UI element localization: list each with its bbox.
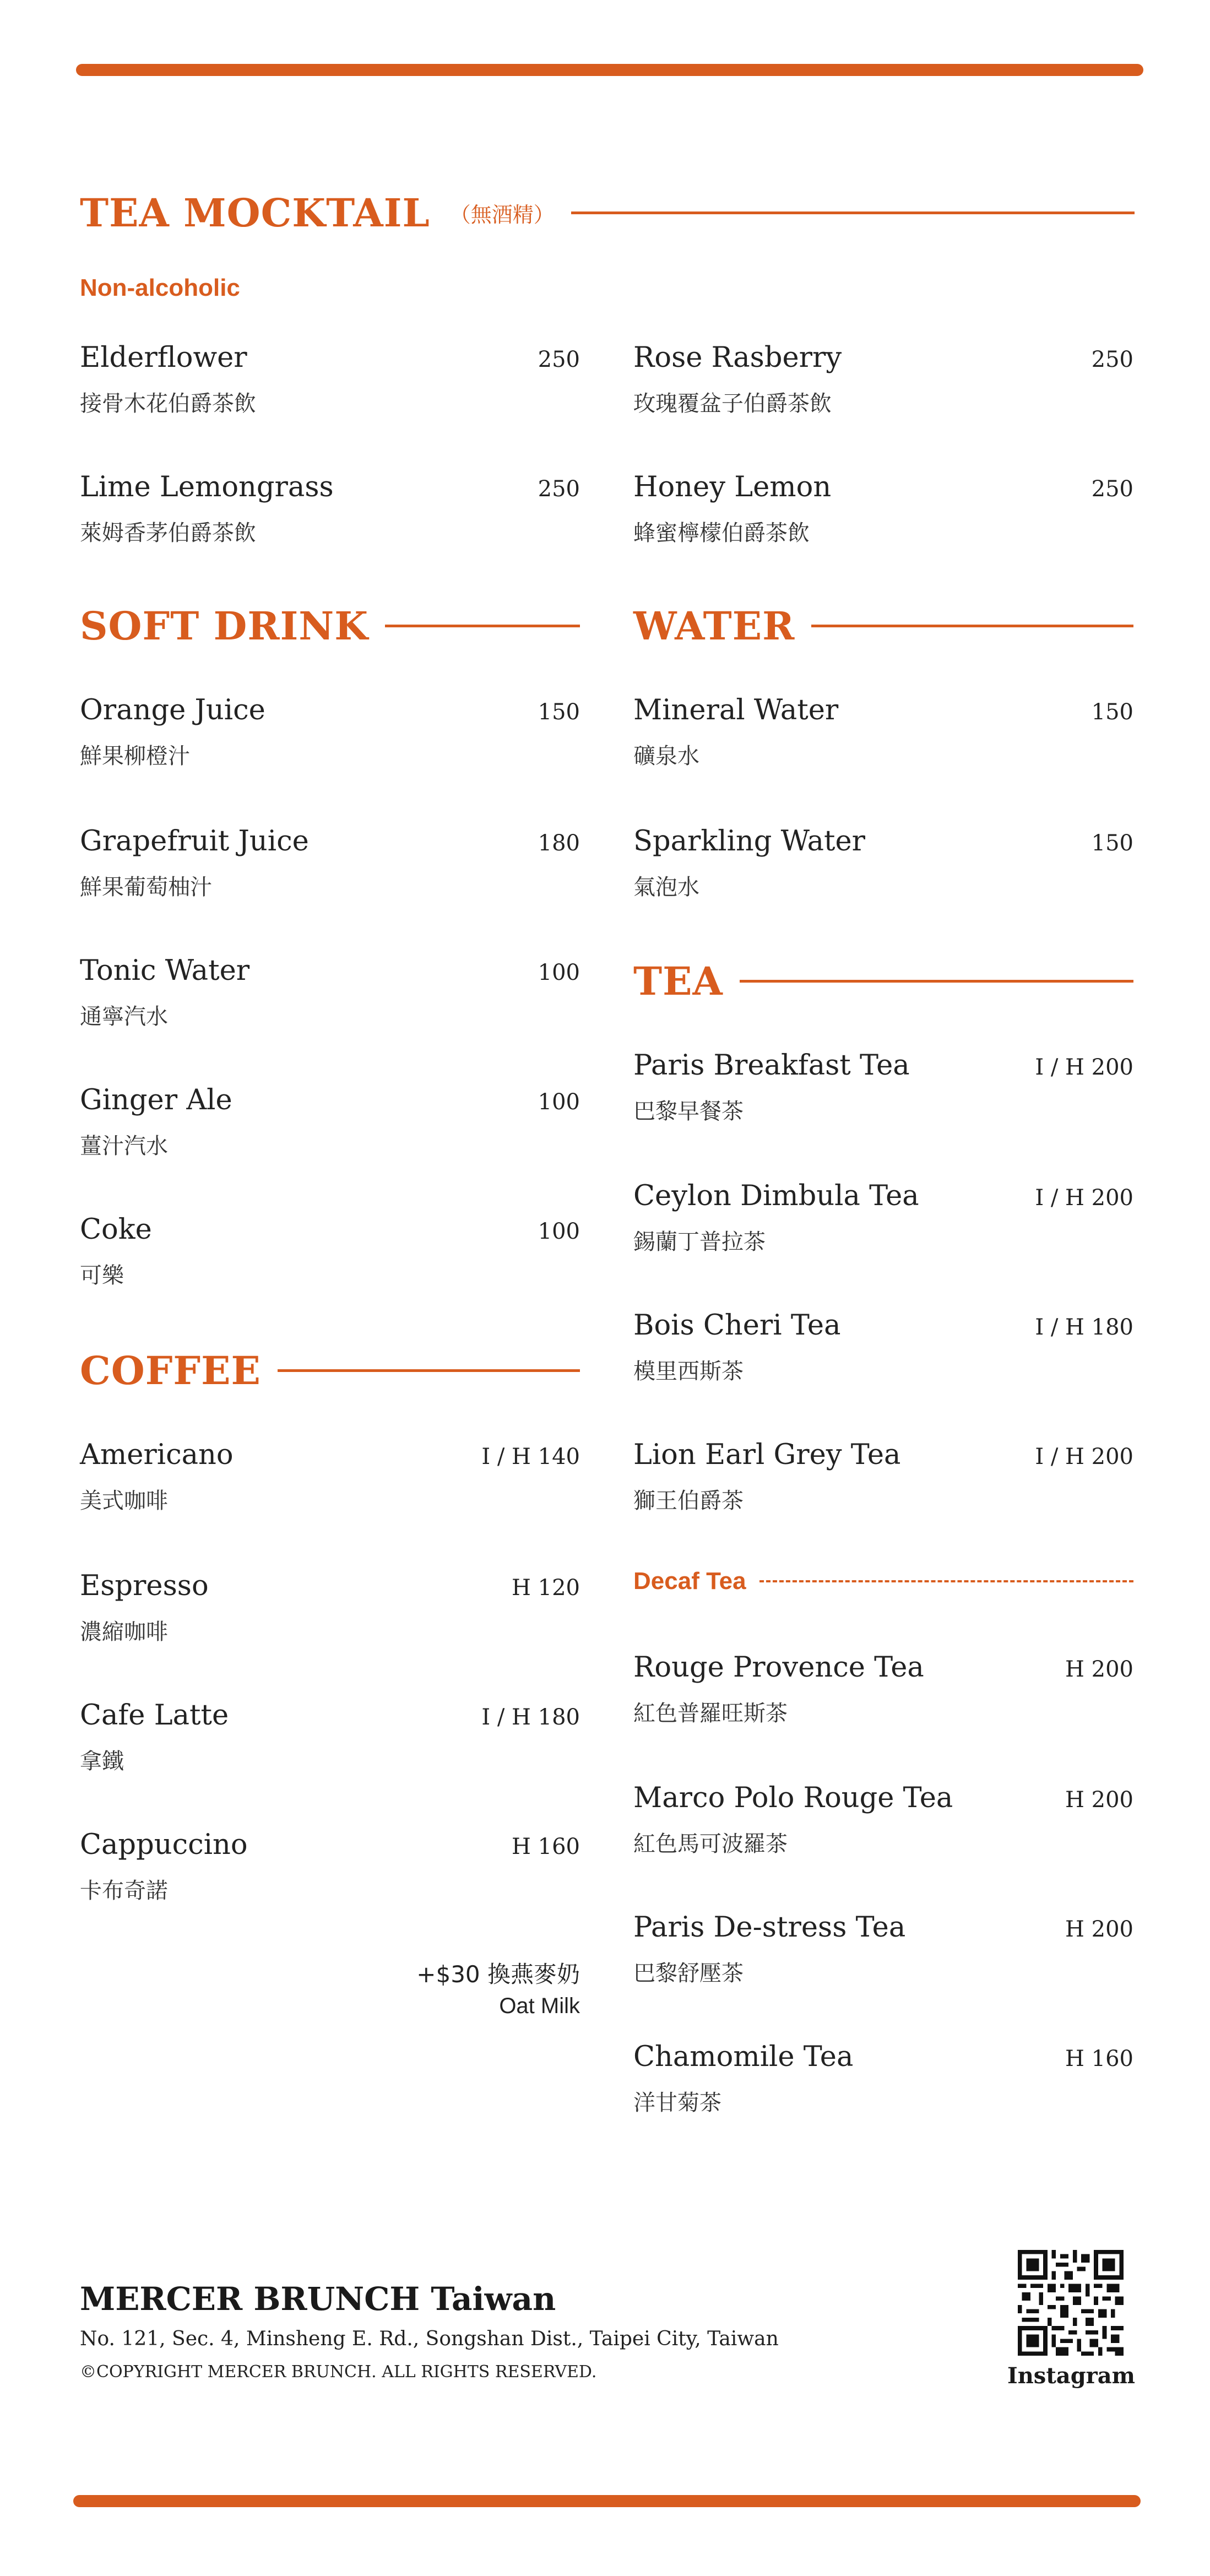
item-name: Ginger Ale <box>80 1084 232 1116</box>
item-name-zh: 氣泡水 <box>633 875 699 900</box>
item-name: Cafe Latte <box>80 1699 229 1732</box>
item-name-zh: 鮮果柳橙汁 <box>80 744 190 769</box>
menu-item-honey-lemon <box>633 471 1133 547</box>
section-rule <box>385 625 580 627</box>
decaf-tea-subheading <box>633 1568 1133 1595</box>
dashed-rule <box>759 1580 1133 1582</box>
item-price: I / H 180 <box>481 1705 580 1730</box>
item-name-zh: 蜂蜜檸檬伯爵茶飲 <box>633 520 810 546</box>
menu-item-espresso <box>80 1570 580 1646</box>
instagram-label: Instagram <box>1007 2363 1135 2389</box>
oat-milk-note-zh: +$30 換燕麥奶 <box>416 1961 580 1988</box>
item-price: 100 <box>538 960 580 985</box>
item-price: 250 <box>538 347 580 372</box>
item-name: Orange Juice <box>80 694 265 726</box>
item-name: Tonic Water <box>80 955 250 987</box>
item-name: Lime Lemongrass <box>80 471 334 503</box>
menu-item-paris-de-stress-tea <box>633 1911 1133 1987</box>
section-title: COFFEE <box>80 1348 261 1393</box>
section-title: TEA <box>633 958 723 1004</box>
item-price: H 160 <box>1065 2046 1133 2071</box>
item-name: Paris Breakfast Tea <box>633 1049 910 1082</box>
menu-item-orange-juice <box>80 694 580 770</box>
item-price: H 160 <box>512 1834 580 1859</box>
item-name-zh: 可樂 <box>80 1263 124 1288</box>
subheading-label: Decaf Tea <box>633 1568 746 1595</box>
item-name: Cappuccino <box>80 1829 248 1861</box>
menu-item-sparkling-water <box>633 825 1133 901</box>
item-name-zh: 礦泉水 <box>633 744 699 769</box>
tea-mocktail-heading <box>80 190 1135 236</box>
instagram-qr-code-icon[interactable] <box>1018 2250 1124 2356</box>
item-name: Mineral Water <box>633 694 839 726</box>
item-price: 180 <box>538 831 580 856</box>
non-alcoholic-subheading <box>80 274 240 302</box>
bottom-accent-bar <box>73 2495 1141 2507</box>
item-name: Marco Polo Rouge Tea <box>633 1782 953 1814</box>
item-name-zh: 紅色馬可波羅茶 <box>633 1831 788 1857</box>
item-price: I / H 180 <box>1035 1315 1133 1340</box>
item-name-zh: 美式咖啡 <box>80 1488 168 1514</box>
item-name: Paris De-stress Tea <box>633 1911 906 1944</box>
section-rule <box>740 980 1133 983</box>
item-price: 100 <box>538 1219 580 1244</box>
item-name-zh: 接骨木花伯爵茶飲 <box>80 391 256 416</box>
item-name: Grapefruit Juice <box>80 825 309 858</box>
copyright-text: ©COPYRIGHT MERCER BRUNCH. ALL RIGHTS RESERVED. <box>80 2362 597 2382</box>
brand-name: MERCER BRUNCH Taiwan <box>80 2280 556 2318</box>
item-name: Espresso <box>80 1570 209 1602</box>
item-name-zh: 獅王伯爵茶 <box>633 1488 744 1514</box>
coffee-heading <box>80 1348 580 1393</box>
item-name-zh: 卡布奇諾 <box>80 1878 168 1903</box>
item-name-zh: 模里西斯茶 <box>633 1359 744 1384</box>
item-name-zh: 巴黎早餐茶 <box>633 1099 744 1124</box>
item-price: 150 <box>1091 699 1133 725</box>
menu-item-rose-rasberry <box>633 341 1133 417</box>
tea-heading <box>633 958 1133 1004</box>
oat-milk-note <box>330 1956 580 2019</box>
section-title: SOFT DRINK <box>80 603 369 649</box>
item-name: Lion Earl Grey Tea <box>633 1439 901 1471</box>
item-name-zh: 薑汁汽水 <box>80 1134 168 1159</box>
item-name-zh: 拿鐵 <box>80 1749 124 1774</box>
item-name: Bois Cheri Tea <box>633 1309 841 1342</box>
menu-item-mineral-water <box>633 694 1133 770</box>
item-price: H 200 <box>1065 1787 1133 1813</box>
menu-item-coke <box>80 1213 580 1289</box>
menu-item-paris-breakfast-tea <box>633 1049 1133 1125</box>
item-name-zh: 通寧汽水 <box>80 1004 168 1029</box>
item-name: Coke <box>80 1213 152 1246</box>
top-accent-bar <box>76 64 1143 76</box>
menu-item-lime-lemongrass <box>80 471 580 547</box>
item-name-zh: 鮮果葡萄柚汁 <box>80 875 212 900</box>
section-rule <box>278 1369 580 1372</box>
oat-milk-note-en: Oat Milk <box>499 1994 580 2018</box>
menu-item-ginger-ale <box>80 1084 580 1160</box>
item-price: I / H 200 <box>1035 1055 1133 1080</box>
item-price: H 200 <box>1065 1657 1133 1682</box>
item-price: I / H 140 <box>481 1444 580 1469</box>
section-title: WATER <box>633 603 795 649</box>
menu-item-chamomile-tea <box>633 2041 1133 2117</box>
item-name: Chamomile Tea <box>633 2041 854 2073</box>
item-name: Elderflower <box>80 341 247 374</box>
menu-item-marco-polo-rouge-tea <box>633 1782 1133 1858</box>
item-name-zh: 巴黎舒壓茶 <box>633 1961 744 1986</box>
menu-item-bois-cheri-tea <box>633 1309 1133 1385</box>
item-price: I / H 200 <box>1035 1185 1133 1211</box>
menu-item-tonic-water <box>80 955 580 1031</box>
item-price: 150 <box>538 699 580 725</box>
item-name: Honey Lemon <box>633 471 832 503</box>
item-name-zh: 錫蘭丁普拉茶 <box>633 1229 766 1255</box>
menu-item-ceylon-dimbula-tea <box>633 1180 1133 1256</box>
water-heading <box>633 603 1133 649</box>
item-price: 250 <box>538 476 580 502</box>
item-name-zh: 紅色普羅旺斯茶 <box>633 1701 788 1726</box>
item-name-zh: 洋甘菊茶 <box>633 2090 721 2116</box>
item-price: I / H 200 <box>1035 1444 1133 1469</box>
item-name: Rouge Provence Tea <box>633 1651 924 1684</box>
menu-item-elderflower <box>80 341 580 417</box>
item-name-zh: 濃縮咖啡 <box>80 1619 168 1645</box>
item-price: H 120 <box>512 1575 580 1601</box>
menu-item-rouge-provence-tea <box>633 1651 1133 1727</box>
item-price: 250 <box>1091 347 1133 372</box>
menu-item-lion-earl-grey-tea <box>633 1439 1133 1515</box>
section-title: TEA MOCKTAIL <box>80 190 430 236</box>
item-name: Sparkling Water <box>633 825 866 858</box>
item-price: 150 <box>1091 831 1133 856</box>
menu-item-cappuccino <box>80 1829 580 1905</box>
item-name-zh: 萊姆香茅伯爵茶飲 <box>80 520 256 546</box>
brand-address: No. 121, Sec. 4, Minsheng E. Rd., Songshan Dist., Taipei City, Taiwan <box>80 2328 779 2350</box>
section-rule <box>571 211 1135 214</box>
menu-item-grapefruit-juice <box>80 825 580 901</box>
menu-item-americano <box>80 1439 580 1515</box>
soft-drink-heading <box>80 603 580 649</box>
footer-brand-block <box>80 2280 779 2382</box>
section-rule <box>811 625 1133 627</box>
item-name: Ceylon Dimbula Tea <box>633 1180 919 1212</box>
item-price: 250 <box>1091 476 1133 502</box>
item-name: Americano <box>80 1439 234 1471</box>
menu-item-cafe-latte <box>80 1699 580 1775</box>
section-note: （無酒精） <box>449 203 555 227</box>
item-price: H 200 <box>1065 1917 1133 1942</box>
item-price: 100 <box>538 1089 580 1115</box>
item-name: Rose Rasberry <box>633 341 842 374</box>
item-name-zh: 玫瑰覆盆子伯爵茶飲 <box>633 391 832 416</box>
subheading-label: Non-alcoholic <box>80 274 240 301</box>
